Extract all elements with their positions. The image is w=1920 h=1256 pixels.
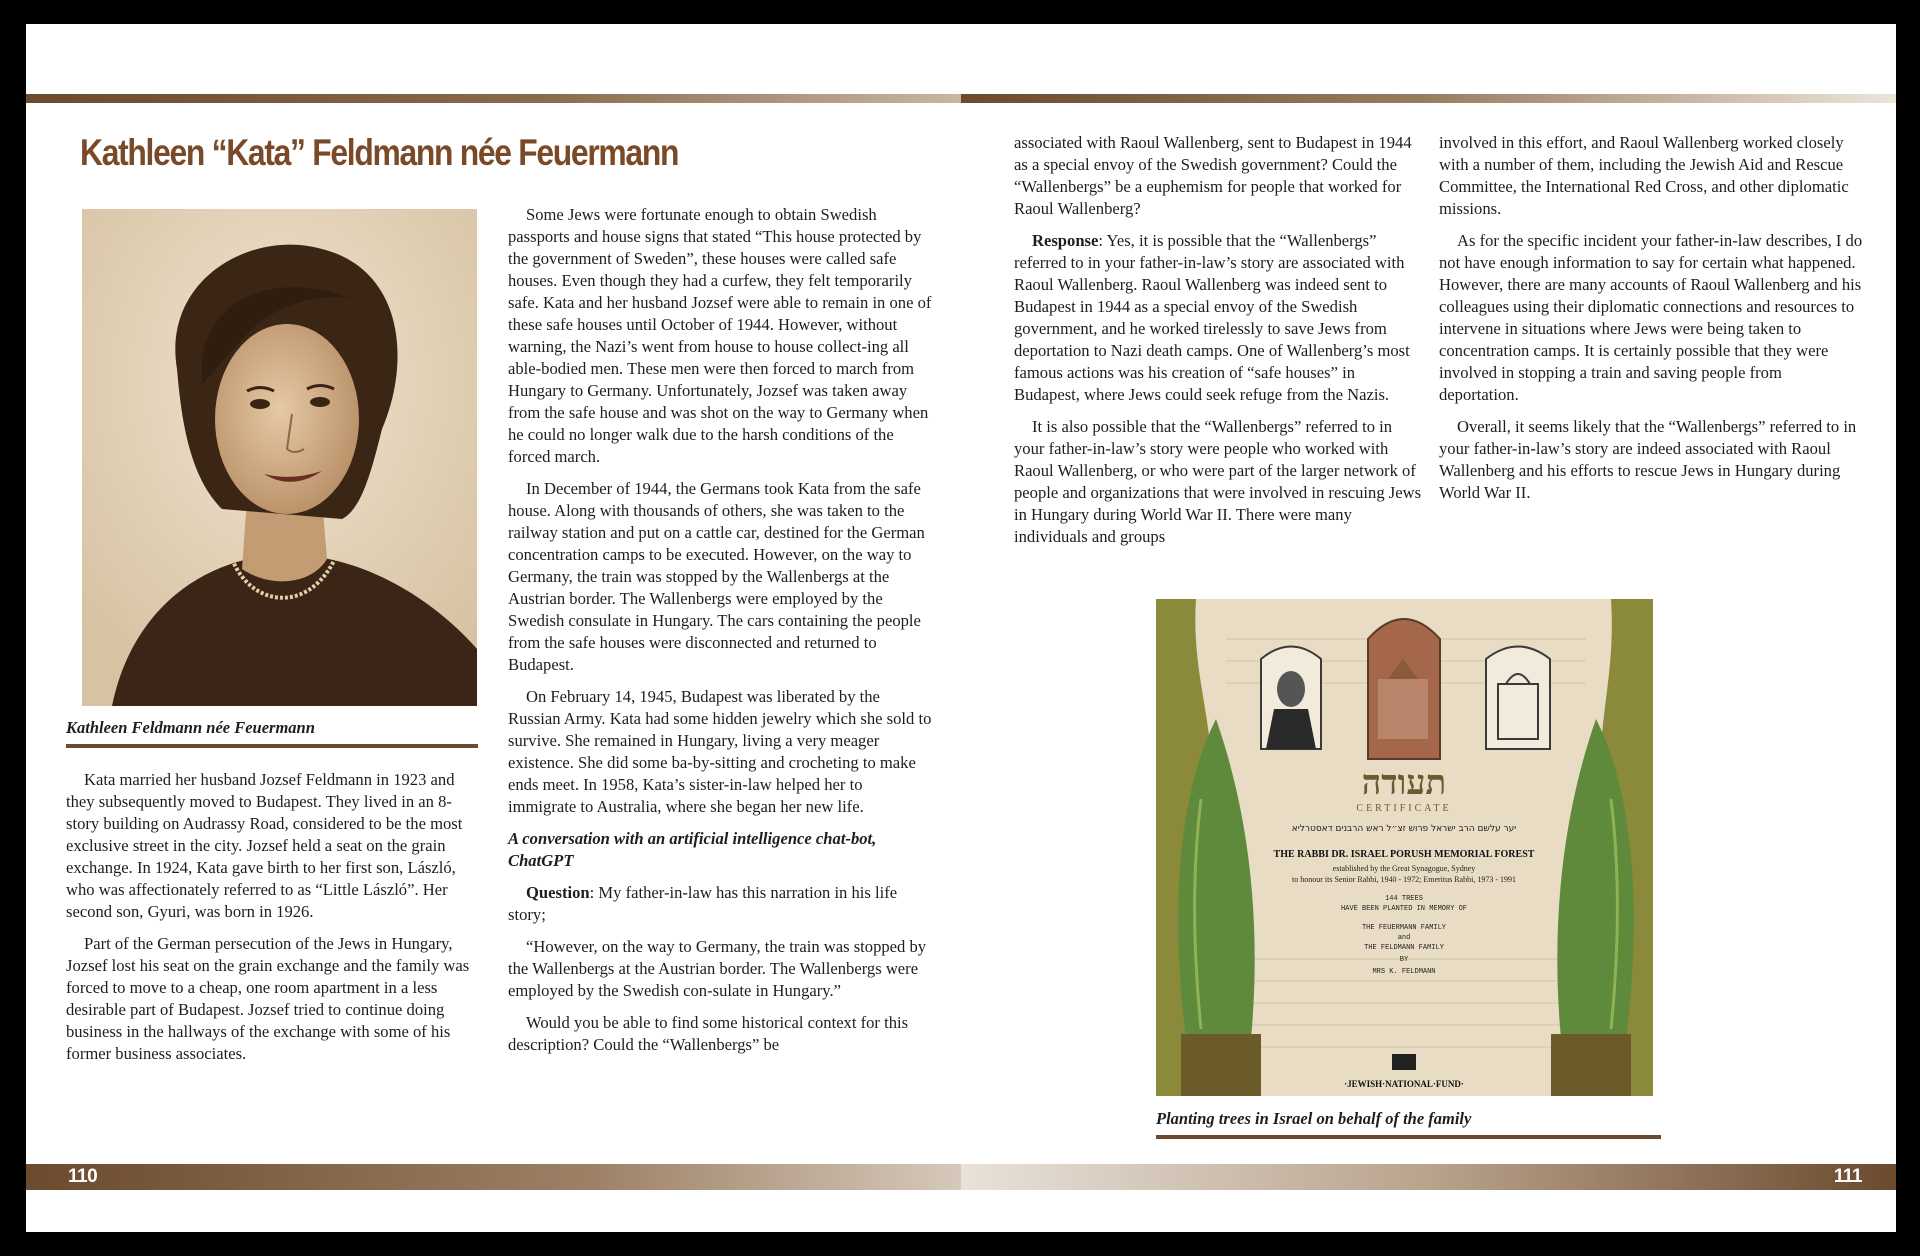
left-column-1 (66, 769, 478, 1075)
right-column-2 (1439, 132, 1863, 514)
top-rule (26, 94, 961, 103)
quote-paragraph: “However, on the way to Germany, the train was stopped by the Wallenbergs at the Austrian border. The Wallenbergs were employed by the Swedish con-sulate in Hungary.” (508, 937, 927, 1000)
paragraph: Part of the German persecution of the Jews in Hungary, Jozsef lost his seat on the grain exchange and the family was forced to move to a cheap, one room apartment in a less desirable part of Budapest. Jozsef tried to continue doing business in the hallways of the exchange with some of his former business associates. (66, 934, 470, 1063)
certificate-honour: to honour its Senior Rabbi, 1940 - 1972; Emeritus Rabbi, 1973 - 1991 (1292, 875, 1516, 884)
paragraph: Overall, it seems likely that the “Wallenbergs” referred to in your father-in-law’s story are indeed associated with Raoul Wallenberg and his efforts to rescue Jews in Hungary during World War II. (1439, 417, 1857, 502)
footer-bar (26, 1164, 961, 1190)
response-label: Response (1032, 231, 1099, 250)
question-paragraph (508, 882, 932, 926)
certificate-hebrew-title: תעודה (1361, 763, 1447, 803)
followup-paragraph: Would you be able to find some historical context for this description? Could the “Wallenbergs” be (508, 1013, 909, 1054)
caption-rule (66, 744, 478, 748)
certificate-by: BY (1399, 956, 1409, 964)
subheading: A conversation with an artificial intelligence chat-bot, ChatGPT (508, 829, 877, 870)
certificate-artwork (1156, 599, 1653, 1096)
response-text: : Yes, it is possible that the “Wallenbergs” referred to in your father-in-law’s story are associated with Raoul Wallenberg. Raoul Wallenberg was indeed sent to Budapest in 1944 as a special envoy of the Swedish government, and he worked tirelessly to save Jews from deportation to Nazi death camps. One of Wallenberg’s most famous actions was his creation of “safe houses” in Budapest, where Jews could seek refuge from the Nazis. (1014, 231, 1410, 404)
paragraph: It is also possible that the “Wallenbergs” referred to in your father-in-law’s story were people who worked with Raoul Wallenberg, or who were part of the larger network of people and organizations that were involved in rescuing Jews in Hungary during World War II. There were many individuals and groups (1014, 417, 1422, 546)
certificate-family1: THE FEUERMANN FAMILY (1361, 924, 1447, 932)
paragraph: Some Jews were fortunate enough to obtain Swedish passports and house signs that stated “This house protected by the government of Sweden”, these houses were called safe houses. Even though they had a curfew, they felt temporarily safe. Kata and her husband Jozsef were able to remain in one of these safe houses until October of 1944. However, without warning, the Nazi’s went from house to house collect-ing all able-bodied men. These men were then forced to march from Hungary to Germany. Unfortunately, Jozsef was taken away from the safe house and was shot on the way to Germany when he could no longer walk due to the harsh conditions of the forced march. (508, 205, 932, 466)
left-page (26, 24, 961, 1232)
certificate-forest-name: THE RABBI DR. ISRAEL PORUSH MEMORIAL FOREST (1273, 849, 1535, 860)
certificate-fund: ·JEWISH·NATIONAL·FUND· (1344, 1079, 1464, 1089)
certificate-and: and (1397, 934, 1411, 942)
certificate-hebrew-line: יער עלשם הרב ישראל פרוש זצ״ל ראש הרבנים דאסטרליא (1291, 824, 1517, 834)
certificate-planted: HAVE BEEN PLANTED IN MEMORY OF (1340, 905, 1468, 913)
paragraph: In December of 1944, the Germans took Kata from the safe house. Along with thousands of others, she was taken to the railway station and put on a cattle car, destined for the German concentration camps to be executed. However, on the way to Germany, the train was stopped by the Wallenbergs at the Austrian border. The Wallenbergs were employed by the Swedish consulate in Hungary. The cars containing the people from the safe houses were disconnected and returned to Budapest. (508, 479, 925, 674)
question-label: Question (526, 883, 590, 902)
photo-caption: Kathleen Feldmann née Feuermann (66, 718, 315, 737)
portrait-illustration (82, 209, 477, 706)
certificate-caption: Planting trees in Israel on behalf of the family (1156, 1109, 1472, 1128)
certificate-established: established by the Great Synagogue, Sydney (1332, 864, 1476, 873)
certificate-trees: 144 TREES (1385, 895, 1423, 903)
paragraph: Kata married her husband Jozsef Feldmann in 1923 and they subsequently moved to Budapest. They lived in an 8-story building on Audrassy Road, considered to be the most exclusive street in the city. Jozsef held a seat on the grain exchange. In 1924, Kata gave birth to her first son, László, who was affectionately referred to as “Little László”. Her second son, Gyuri, was born in 1926. (66, 770, 463, 921)
right-column-1 (1014, 132, 1424, 558)
question-text: : My father-in-law has this narration in his life story; (508, 883, 898, 924)
page-number: 111 (1833, 1166, 1862, 1187)
certificate-donor: MRS K. FELDMANN (1372, 968, 1436, 976)
portrait-photo (82, 209, 477, 706)
certificate-label: CERTIFICATE (1356, 803, 1452, 814)
footer-bar (961, 1164, 1896, 1190)
article-headline: Kathleen “Kata” Feldmann née Feuermann (80, 132, 679, 173)
paragraph: As for the specific incident your father-in-law describes, I do not have enough information to say for certain what happened. However, there are many accounts of Raoul Wallenberg and his colleagues using their diplomatic connections and resources to intervene in situations where Jews were being taken to concentration camps. It is certainly possible that they were involved in stopping a train and saving people from deportation. (1439, 231, 1863, 404)
page-number: 110 (68, 1166, 98, 1187)
certificate-image (1156, 599, 1653, 1096)
paragraph: associated with Raoul Wallenberg, sent to Budapest in 1944 as a special envoy of the Swedish government? Could the “Wallenbergs” be a euphemism for people that worked for Raoul Wallenberg? (1014, 133, 1412, 218)
paragraph: On February 14, 1945, Budapest was liberated by the Russian Army. Kata had some hidden jewelry which she sold to survive. She remained in Hungary, living a very meager existence. She did some ba-by-sitting and crocheting to make ends meet. In 1958, Kata’s sister-in-law helped her to immigrate to Australia, where she began her new life. (508, 687, 932, 816)
response-paragraph (1014, 230, 1424, 406)
paragraph: involved in this effort, and Raoul Wallenberg worked closely with a number of them, including the Jewish Aid and Rescue Committee, the International Red Cross, and other diplomatic missions. (1439, 133, 1849, 218)
top-rule (961, 94, 1896, 103)
right-page (961, 24, 1896, 1232)
certificate-family2: THE FELDMANN FAMILY (1364, 944, 1444, 952)
left-column-2 (508, 204, 932, 1066)
caption-rule (1156, 1135, 1661, 1139)
